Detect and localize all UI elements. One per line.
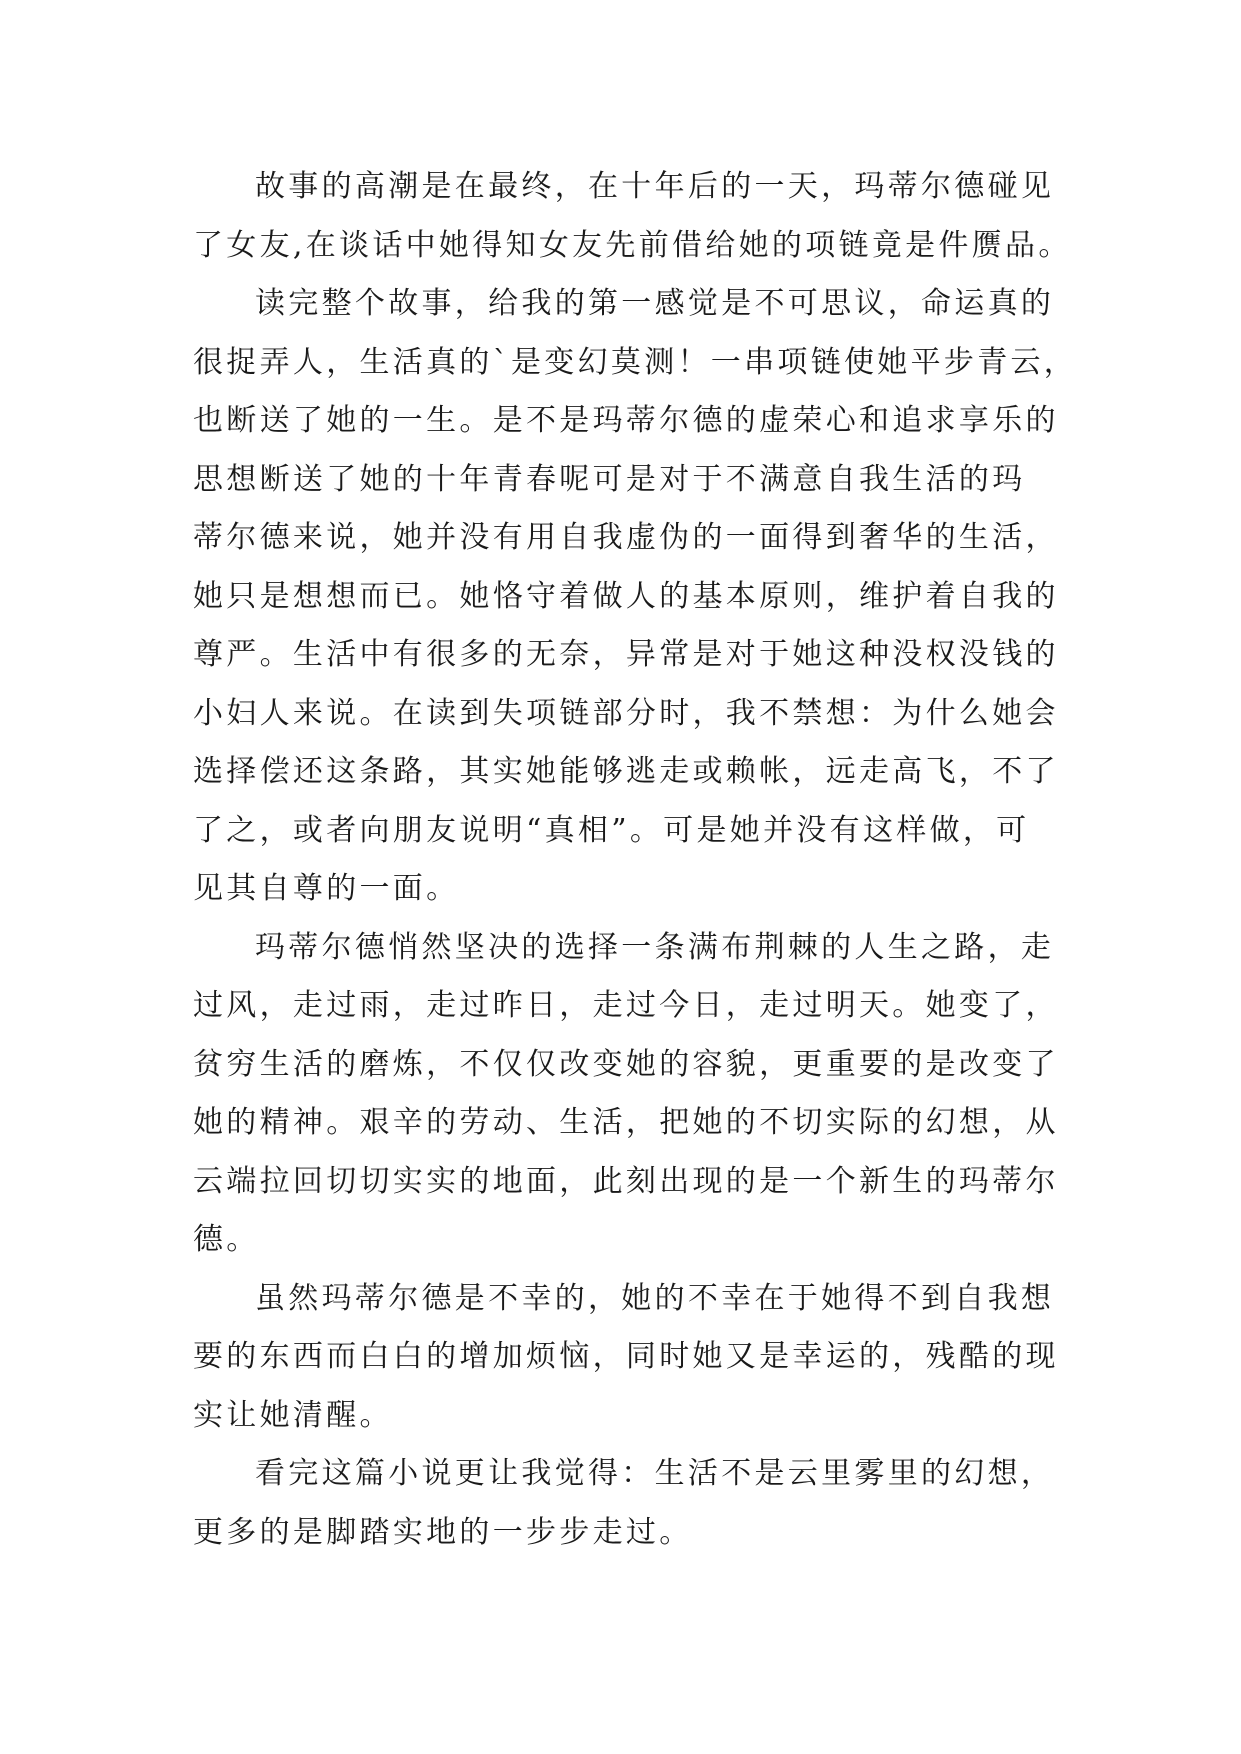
text-line: 玛蒂尔德悄然坚决的选择一条满布荆棘的人生之路，走	[255, 929, 1055, 965]
text-line: 了女友,在谈话中她得知女友先前借给她的项链竟是件赝品。	[193, 227, 1072, 263]
text-line: 尊严。生活中有很多的无奈，异常是对于她这种没权没钱的	[193, 637, 1059, 672]
text-line: 故事的高潮是在最终，在十年后的一天，玛蒂尔德碰见	[255, 169, 1055, 204]
text-line: 德。	[193, 1222, 260, 1257]
text-line: 选择偿还这条路，其实她能够逃走或赖帐，远走高飞，不了	[193, 754, 1059, 789]
text-line: 她的精神。艰辛的劳动、生活，把她的不切实际的幻想，从	[193, 1105, 1059, 1140]
text-line: 要的东西而白白的增加烦恼，同时她又是幸运的，残酷的现	[193, 1339, 1059, 1374]
text-line: 了之，或者向朋友说明“真相”。可是她并没有这样做，可	[193, 812, 1030, 848]
text-line: 过风，走过雨，走过昨日，走过今日，走过明天。她变了，	[193, 988, 1059, 1023]
essay-body	[193, 158, 1078, 1562]
text-line: 思想断送了她的十年青春呢可是对于不满意自我生活的玛	[193, 461, 1026, 497]
text-line: 很捉弄人，生活真的`是变幻莫测！一串项链使她平步青云，	[193, 344, 1078, 380]
text-line: 实让她清醒。	[193, 1397, 393, 1433]
text-line: 也断送了她的一生。是不是玛蒂尔德的虚荣心和追求享乐的	[193, 403, 1059, 438]
text-line: 云端拉回切切实实的地面，此刻出现的是一个新生的玛蒂尔	[193, 1163, 1059, 1199]
text-line: 蒂尔德来说，她并没有用自我虚伪的一面得到奢华的生活，	[193, 520, 1059, 555]
text-line: 看完这篇小说更让我觉得：生活不是云里雾里的幻想，	[255, 1456, 1055, 1491]
text-line: 虽然玛蒂尔德是不幸的，她的不幸在于她得不到自我想	[255, 1280, 1055, 1316]
text-line: 她只是想想而已。她恪守着做人的基本原则，维护着自我的	[193, 578, 1059, 614]
text-line: 小妇人来说。在读到失项链部分时，我不禁想：为什么她会	[193, 695, 1059, 731]
text-line: 读完整个故事，给我的第一感觉是不可思议，命运真的	[255, 286, 1055, 321]
text-line: 贫穷生活的磨炼，不仅仅改变她的容貌，更重要的是改变了	[193, 1046, 1059, 1082]
text-line: 见其自尊的一面。	[193, 871, 460, 906]
text-line: 更多的是脚踏实地的一步步走过。	[193, 1514, 693, 1550]
